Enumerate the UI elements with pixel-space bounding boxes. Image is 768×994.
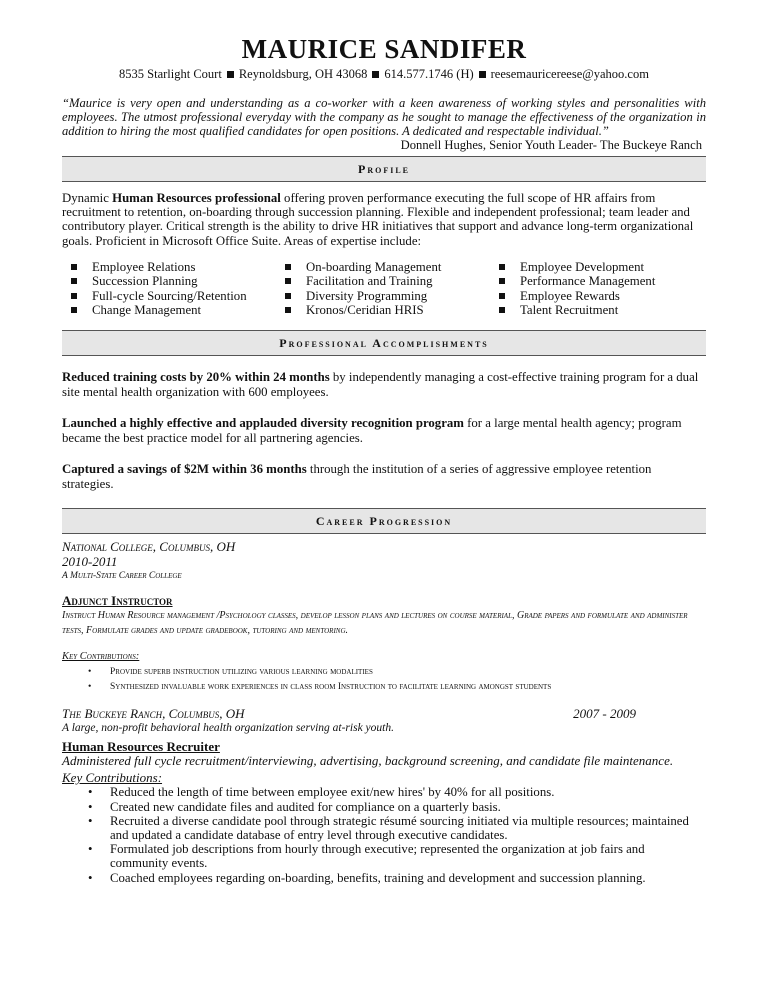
job-org: The Buckeye Ranch, Columbus, OH bbox=[62, 705, 245, 721]
list-item: Employee Development bbox=[490, 260, 704, 274]
list-item: • Coached employees regarding on-boarding, benefits, training and development and succession planning. bbox=[84, 871, 706, 885]
job-title: Human Resources Recruiter bbox=[62, 738, 220, 754]
job-buckeye-ranch bbox=[62, 707, 706, 885]
job-title: Adjunct Instructor bbox=[62, 592, 173, 608]
key-contributions-label: Key Contributions: bbox=[62, 769, 163, 785]
contribution-list bbox=[62, 785, 706, 884]
job-national-college bbox=[62, 540, 706, 695]
job-summary: Instruct Human Resource management /Psychology classes, develop lesson plans and lectures on course material, Grade papers and formulate and administer tests, Formulate grades and update gradebook, tutoring and mentoring. bbox=[62, 610, 688, 637]
accomplishment-text: by independently managing a cost-effective training program for a dual site mental health organization with 600 employees. bbox=[62, 370, 699, 400]
accomplishment-2 bbox=[62, 416, 706, 446]
accomplishment-text: for a large mental health agency; program became the best practice model for all partnering agencies. bbox=[62, 416, 682, 446]
accomplishment-bold: Captured a savings of $2M within 36 months bbox=[62, 462, 307, 477]
accomplishment-text: through the institution of a series of aggressive employee retention strategies. bbox=[62, 462, 652, 492]
list-item: • Synthesized invaluable work experiences in class room Instruction to facilitate learning amongst students bbox=[84, 680, 706, 695]
address: 8535 Starlight Court bbox=[119, 67, 222, 81]
list-item: Succession Planning bbox=[62, 274, 276, 288]
list-item: Diversity Programming bbox=[276, 289, 490, 303]
profile-text: offering proven performance executing the full scope of HR affairs from recruitment to retention, on-boarding through succession planning. Flexible and independent professional; team leader and contributory player. Critical strength is the ability to drive HR initiatives that support and advance long-term organizational goals. Proficient in Microsoft Office Suite. Areas of expertise include: bbox=[62, 191, 694, 248]
accomplishment-bold: Launched a highly effective and applauded diversity recognition program bbox=[62, 416, 464, 431]
key-contributions-label: Key Contributions: bbox=[62, 651, 140, 663]
accomplishment-bold: Reduced training costs by 20% within 24 months bbox=[62, 370, 330, 385]
list-item: • Reduced the length of time between employee exit/new hires' by 40% for all positions. bbox=[84, 785, 706, 799]
job-desc: A large, non-profit behavioral health organization serving at-risk youth. bbox=[62, 722, 394, 735]
profile-summary bbox=[62, 191, 706, 248]
accomplishment-1 bbox=[62, 370, 706, 400]
expertise-col-2 bbox=[276, 260, 490, 318]
profile-intro: Dynamic bbox=[62, 191, 113, 205]
job-org: National College, Columbus, OH bbox=[62, 539, 236, 555]
profile-bold: Human Resources professional bbox=[112, 191, 281, 205]
city: Reynoldsburg, OH 43068 bbox=[238, 67, 368, 81]
resume-page bbox=[62, 0, 706, 885]
list-item: • Created new candidate files and audited for compliance on a quarterly basis. bbox=[84, 800, 706, 814]
list-item: Performance Management bbox=[490, 274, 704, 288]
square-bullet-icon bbox=[227, 71, 234, 78]
job-dates: 2010-2011 bbox=[62, 553, 118, 569]
list-item: Change Management bbox=[62, 303, 276, 317]
expertise-col-1 bbox=[62, 260, 276, 318]
list-item: Full-cycle Sourcing/Retention bbox=[62, 289, 276, 303]
expertise-list bbox=[62, 260, 706, 318]
list-item: Talent Recruitment bbox=[490, 303, 704, 317]
quote-attribution: Donnell Hughes, Senior Youth Leader- The Buckeye Ranch bbox=[400, 138, 702, 152]
quote-text: “Maurice is very open and understanding as a co-worker with a keen awareness of working styles and personalities with employees. The utmost professional everyday with the company as he sought to manage the effectiveness of the organization in addition to hiring the most qualified candidates for open positions. A dedicated and respectable individual.” bbox=[62, 96, 706, 138]
section-header-career: Career Progression bbox=[62, 508, 706, 534]
job-dates: 2007 - 2009 bbox=[573, 705, 636, 721]
testimonial bbox=[62, 96, 706, 152]
contribution-list bbox=[62, 665, 706, 695]
list-item: Kronos/Ceridian HRIS bbox=[276, 303, 490, 317]
list-item: • Formulated job descriptions from hourly through executive; represented the organization at job fairs and community events. bbox=[84, 842, 706, 870]
phone: 614.577.1746 (H) bbox=[384, 67, 474, 81]
list-item: • Recruited a diverse candidate pool through strategic résumé sourcing initiated via multiple resources; maintained and updated a candidate database of entry level through executive candidates. bbox=[84, 814, 706, 842]
candidate-name: MAURICE SANDIFER bbox=[241, 34, 527, 64]
job-header bbox=[62, 707, 706, 722]
email[interactable]: reesemauricereese@yahoo.com bbox=[490, 67, 649, 81]
expertise-col-3 bbox=[490, 260, 704, 318]
list-item: Employee Rewards bbox=[490, 289, 704, 303]
list-item: Facilitation and Training bbox=[276, 274, 490, 288]
job-desc: A Multi-State Career College bbox=[62, 571, 182, 582]
job-summary: Administered full cycle recruitment/interviewing, advertising, background screening, and candidate file maintenance. bbox=[62, 753, 674, 769]
list-item: On-boarding Management bbox=[276, 260, 490, 274]
section-header-profile: Profile bbox=[62, 156, 706, 182]
square-bullet-icon bbox=[372, 71, 379, 78]
list-item: Employee Relations bbox=[62, 260, 276, 274]
contact-line bbox=[62, 66, 706, 82]
square-bullet-icon bbox=[479, 71, 486, 78]
section-header-accomplishments: Professional Accomplishments bbox=[62, 330, 706, 356]
list-item: • Provide superb instruction utilizing various learning modalities bbox=[84, 665, 706, 680]
accomplishment-3 bbox=[62, 462, 706, 492]
